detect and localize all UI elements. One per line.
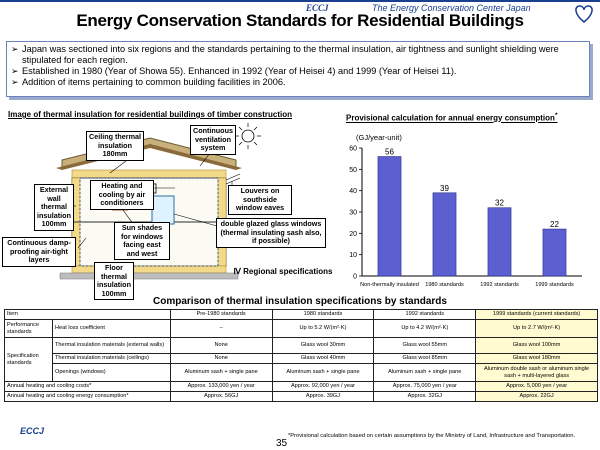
row-group-label: Specification standards <box>5 338 53 382</box>
callout-ceiling-insulation: Ceiling thermal insulation 180mm <box>86 131 144 161</box>
page-number: 35 <box>276 438 288 449</box>
y-tick-label: 20 <box>349 230 357 238</box>
table-row <box>5 364 598 382</box>
x-tick-label: Non-thermally insulated <box>360 282 419 288</box>
table-cell: Glass wool 100mm <box>476 338 598 354</box>
x-tick-label: 1980 standards <box>425 282 464 288</box>
footnote: *Provisional calculation based on certain assumptions by the Ministry of Land, Infrastructure and Transportation. <box>288 433 576 439</box>
table-cell: Approx. 5,000 yen / year <box>476 382 598 392</box>
table-cell: Thermal insulation materials (ceilings) <box>52 354 170 364</box>
table-row <box>5 392 598 402</box>
comparison-table <box>4 309 598 402</box>
table-cell: Aluminum sash + single pane <box>374 364 476 382</box>
house-heading: Image of thermal insulation for residential buildings of timber construction <box>8 110 293 119</box>
callout-damp-proofing: Continuous damp-proofing air-tight layers <box>2 237 76 267</box>
y-tick-label: 40 <box>349 188 357 196</box>
sun-icon <box>235 123 261 149</box>
table-cell: Glass wool 30mm <box>272 338 374 354</box>
table-cell: Glass wool 85mm <box>374 354 476 364</box>
table-cell: None <box>170 354 272 364</box>
table-cell: Approx. 56GJ <box>170 392 272 402</box>
y-axis-label: (GJ/year-unit) <box>356 133 402 142</box>
summary-bullets <box>6 41 590 97</box>
table-cell: Up to 5.2 W/(m²·K) <box>272 320 374 338</box>
header-rule <box>0 0 600 2</box>
table-cell: Aluminum sash + single pane <box>170 364 272 382</box>
callout-heating-cooling: Heating and cooling by air conditioners <box>90 180 154 210</box>
x-tick-label: 1999 standards <box>535 282 574 288</box>
table-title: Comparison of thermal insulation specifications by standards <box>153 296 447 307</box>
table-cell: Glass wool 55mm <box>374 338 476 354</box>
table-row <box>5 382 598 392</box>
bullet-item: ➢ Established in 1980 (Year of Showa 55). Enhanced in 1992 (Year of Heisei 4) and 1999 (Year of Heisei 11). <box>11 66 457 76</box>
y-tick-label: 50 <box>349 166 357 174</box>
eccj-logo: ECCJ <box>306 3 329 13</box>
data-label: 32 <box>495 198 504 208</box>
table-cell: Approx. 39GJ <box>272 392 374 402</box>
regional-specifications-label: Ⅳ Regional specifications <box>233 267 333 276</box>
y-tick-label: 0 <box>353 273 357 281</box>
y-tick-label: 60 <box>349 145 357 153</box>
bullet-arrow-icon: ➢ <box>11 44 19 54</box>
table-cell: – <box>170 320 272 338</box>
energy-bar-chart <box>340 124 600 296</box>
table-row <box>5 354 598 364</box>
bullet-arrow-icon: ➢ <box>11 66 19 76</box>
x-tick-label: 1992 standards <box>480 282 519 288</box>
table-header-cell: 1980 standards <box>272 310 374 320</box>
table-cell: None <box>170 338 272 354</box>
table-cell: Approx. 133,000 yen / year <box>170 382 272 392</box>
callout-floor-insulation: Floor thermal insulation 100mm <box>94 262 134 300</box>
organization-name: The Energy Conservation Center Japan <box>372 3 531 13</box>
y-tick-label: 30 <box>349 209 357 217</box>
table-cell: Up to 4.2 W/(m²·K) <box>374 320 476 338</box>
chart-title: Provisional calculation for annual energy consumption* <box>346 112 558 123</box>
row-group-label: Performance standards <box>5 320 53 338</box>
callout-louvers: Louvers on southside window eaves <box>228 185 292 215</box>
table-header-row <box>5 310 598 320</box>
table-header-cell: Item <box>5 310 171 320</box>
table-row <box>5 320 598 338</box>
table-header-cell: Pre-1980 standards <box>170 310 272 320</box>
data-label: 56 <box>385 147 394 157</box>
table-cell: Annual heating and cooling costs* <box>5 382 171 392</box>
callout-ventilation: Continuous ventilation system <box>190 125 236 155</box>
table-cell: Approx. 32GJ <box>374 392 476 402</box>
table-cell: Approx. 92,000 yen / year <box>272 382 374 392</box>
callout-external-wall: External wall thermal insulation 100mm <box>34 184 74 231</box>
table-row <box>5 338 598 354</box>
bullet-item: ➢ Addition of items pertaining to common building facilities in 2006. <box>11 77 286 87</box>
page-title: Energy Conservation Standards for Residential Buildings <box>76 11 524 30</box>
table-cell: Heat loss coefficient <box>52 320 170 338</box>
table-header-cell: 1999 standards (current standards) <box>476 310 598 320</box>
bullet-item: ➢ Japan was sectioned into six regions and the standards pertaining to the thermal insulation, air tightness and sunlight shielding were stipulated for each region. <box>11 44 559 65</box>
bar <box>433 193 456 276</box>
table-cell: Annual heating and cooling energy consumption* <box>5 392 171 402</box>
data-label: 39 <box>440 183 449 193</box>
table-header-cell: 1992 standards <box>374 310 476 320</box>
footer-logo: ECCJ <box>20 426 45 436</box>
table-cell: Openings (windows) <box>52 364 170 382</box>
table-cell: Aluminum sash + single pane <box>272 364 374 382</box>
bullet-arrow-icon: ➢ <box>11 77 19 87</box>
bar <box>543 229 566 276</box>
y-tick-label: 10 <box>349 252 357 260</box>
data-label: 22 <box>550 220 559 230</box>
bar <box>378 157 401 276</box>
table-cell: Glass wool 180mm <box>476 354 598 364</box>
table-cell: Approx. 22GJ <box>476 392 598 402</box>
bar <box>488 208 511 276</box>
table-cell: Aluminum double sash or aluminum single sash + multi-layered glass <box>476 364 598 382</box>
table-cell: Thermal insulation materials (external walls) <box>52 338 170 354</box>
table-cell: Up to 2.7 W/(m²·K) <box>476 320 598 338</box>
callout-double-glazed: double glazed glass windows (thermal insulating sash also, if possible) <box>216 218 326 248</box>
table-cell: Glass wool 40mm <box>272 354 374 364</box>
callout-sunshades: Sun shades for windows facing east and west <box>114 222 170 260</box>
table-cell: Approx. 75,000 yen / year <box>374 382 476 392</box>
